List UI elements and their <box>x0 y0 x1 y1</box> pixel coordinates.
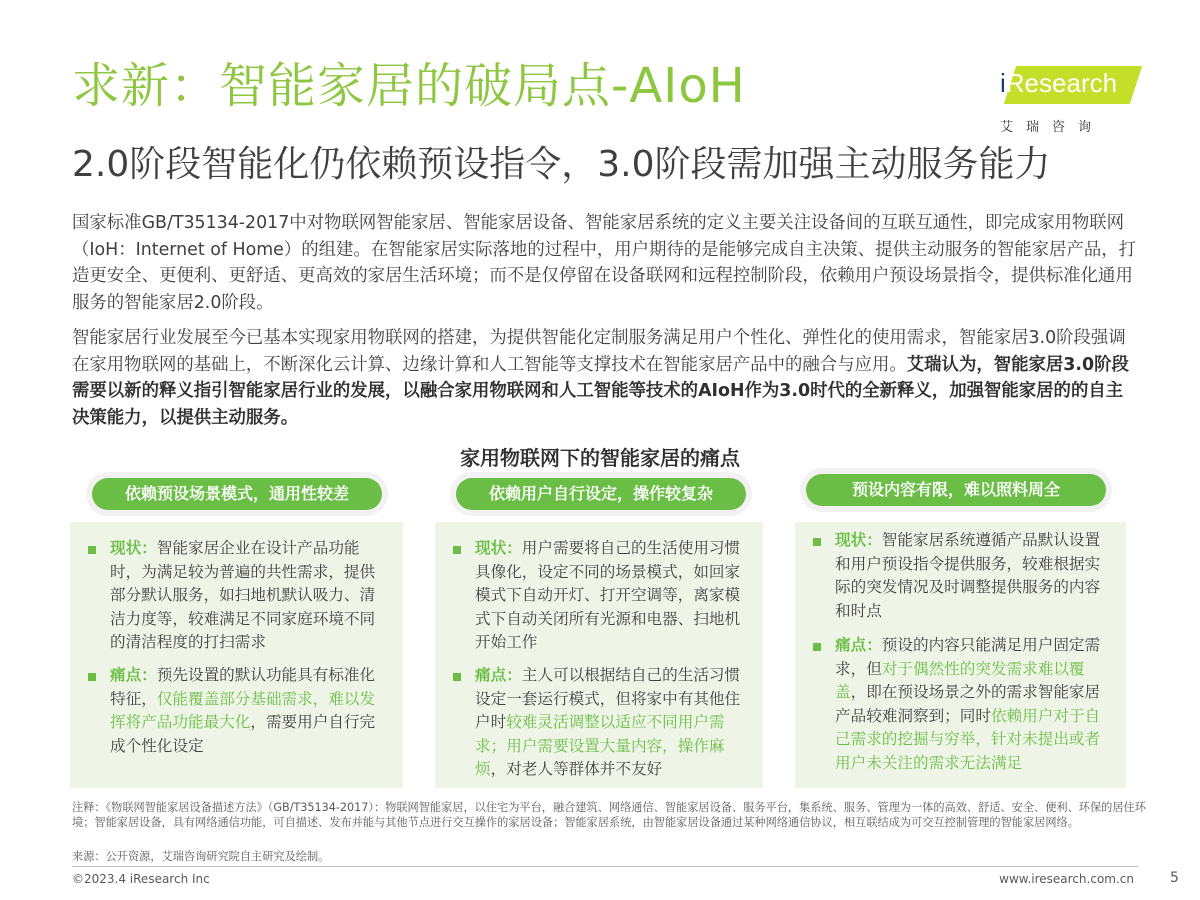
status-item-1: 现状：智能家居企业在设计产品功能时，为满足较为普遍的共性需求，提供部分默认服务，如扫地机默认吸力、清洁力度等，较难满足不同家庭环境不同的清洁程度的打扫需求 <box>110 539 376 652</box>
bullet-icon <box>88 546 96 554</box>
intro-paragraph-1: 国家标准GB/T35134-2017中对物联网智能家居、智能家居设备、智能家居系统的定义主要关注设备间的互联互通性，即完成家用物联网（IoH：Internet of Home）的组建。在智能家居实际落地的过程中，用户期待的是能够完成自主决策、提供主动服务的智能家居产品，打造更安全、更便利、更舒适、更高效的家居生活环境；而不是仅停留在设备联网和远程控制阶段，依赖用户预设场景指令，提供标准化通用服务的智能家居2.0阶段。 <box>72 213 1137 313</box>
page-subtitle: 2.0阶段智能化仍依赖预设指令，3.0阶段需加强主动服务能力 <box>72 144 1051 185</box>
pain-card-1 <box>70 522 403 788</box>
website-url: www.iresearch.com.cn <box>999 872 1134 886</box>
bullet-icon <box>88 673 96 681</box>
status-item-3: 现状：智能家居系统遵循产品默认设置和用户预设指令提供服务，较难根据实际的突发情况及时调整提供服务的内容和时点 <box>835 531 1101 620</box>
pain-item-2: 痛点：主人可以根据结自己的生活习惯设定一套运行模式，但将家中有其他住户时较难灵活调整以适应不同用户需求；用户需要设置大量内容，操作麻烦，对老人等群体并不友好 <box>475 666 741 779</box>
pain-card-2 <box>435 522 763 788</box>
logo-wordmark: iResearch <box>1000 68 1118 98</box>
iresearch-logo <box>996 58 1138 138</box>
bullet-icon <box>453 546 461 554</box>
bullet-icon <box>813 643 821 651</box>
source-note: 来源：公开资源，艾瑞咨询研究院自主研究及绘制。 <box>72 850 330 863</box>
bullet-icon <box>453 673 461 681</box>
page-title: 求新：智能家居的破局点-AIoH <box>72 58 746 114</box>
intro-paragraph-2 <box>72 325 1140 431</box>
pain-points-heading: 家用物联网下的智能家居的痛点 <box>460 446 740 470</box>
logo-chinese-name: 艾瑞咨询 <box>1000 120 1105 135</box>
page-number: 5 <box>1170 870 1179 886</box>
copyright: ©2023.4 iResearch Inc <box>72 872 210 886</box>
bullet-icon <box>813 538 821 546</box>
intro-conclusion: 艾瑞认为，智能家居3.0阶段需要以新的释义指引智能家居行业的发展，以融合家用物联网和人工智能等技术的AIoH作为3.0时代的全新释义，加强智能家居的的自主决策能力，以提供主动服务。 <box>72 354 1129 428</box>
pain-item-3: 痛点：预设的内容只能满足用户固定需求，但对于偶然性的突发需求难以覆盖，即在预设场景之外的需求智能家居产品较难洞察到；同时依赖用户对于自己需求的挖掘与穷举，针对未提出或者用户未关注的需求无法满足 <box>835 636 1101 772</box>
pain-pill-2: 依赖用户自行设定，操作较复杂 <box>456 478 746 510</box>
pain-item-1: 痛点：预先设置的默认功能具有标准化特征，仅能覆盖部分基础需求，难以发挥将产品功能最大化，需要用户自行完成个性化设定 <box>110 666 376 755</box>
pain-card-3 <box>795 522 1126 788</box>
intro-paragraph-2-text: 智能家居行业发展至今已基本实现家用物联网的搭建，为提供智能化定制服务满足用户个性化、弹性化的使用需求，智能家居3.0阶段强调在家用物联网的基础上，不断深化云计算、边缘计算和人工智能等支撑技术在智能家居产品中的融合与应用。 <box>72 328 1126 375</box>
footer-divider <box>72 866 1138 867</box>
status-item-2: 现状：用户需要将自己的生活使用习惯具像化，设定不同的场景模式，如回家模式下自动开灯、打开空调等，离家模式下自动关闭所有光源和电器、扫地机开始工作 <box>475 539 741 652</box>
pain-pill-1: 依赖预设场景模式，通用性较差 <box>92 478 382 510</box>
footnote: 注释：《物联网智能家居设备描述方法》（GB/T35134-2017）：物联网智能家居，以住宅为平台，融合建筑、网络通信、智能家居设备、服务平台，集系统、服务、管理为一体的高效、舒适、安全、便利、环保的居住环境；智能家居设备，具有网络通信功能，可自描述、发布并能与其他节点进行交互操作的家居设备；智能家居系统，由智能家居设备通过某种网络通信协议，相互联结成为可交互控制管理的智能家居网络。 <box>72 801 1146 829</box>
pain-pill-3: 预设内容有限，难以照料周全 <box>806 474 1106 506</box>
